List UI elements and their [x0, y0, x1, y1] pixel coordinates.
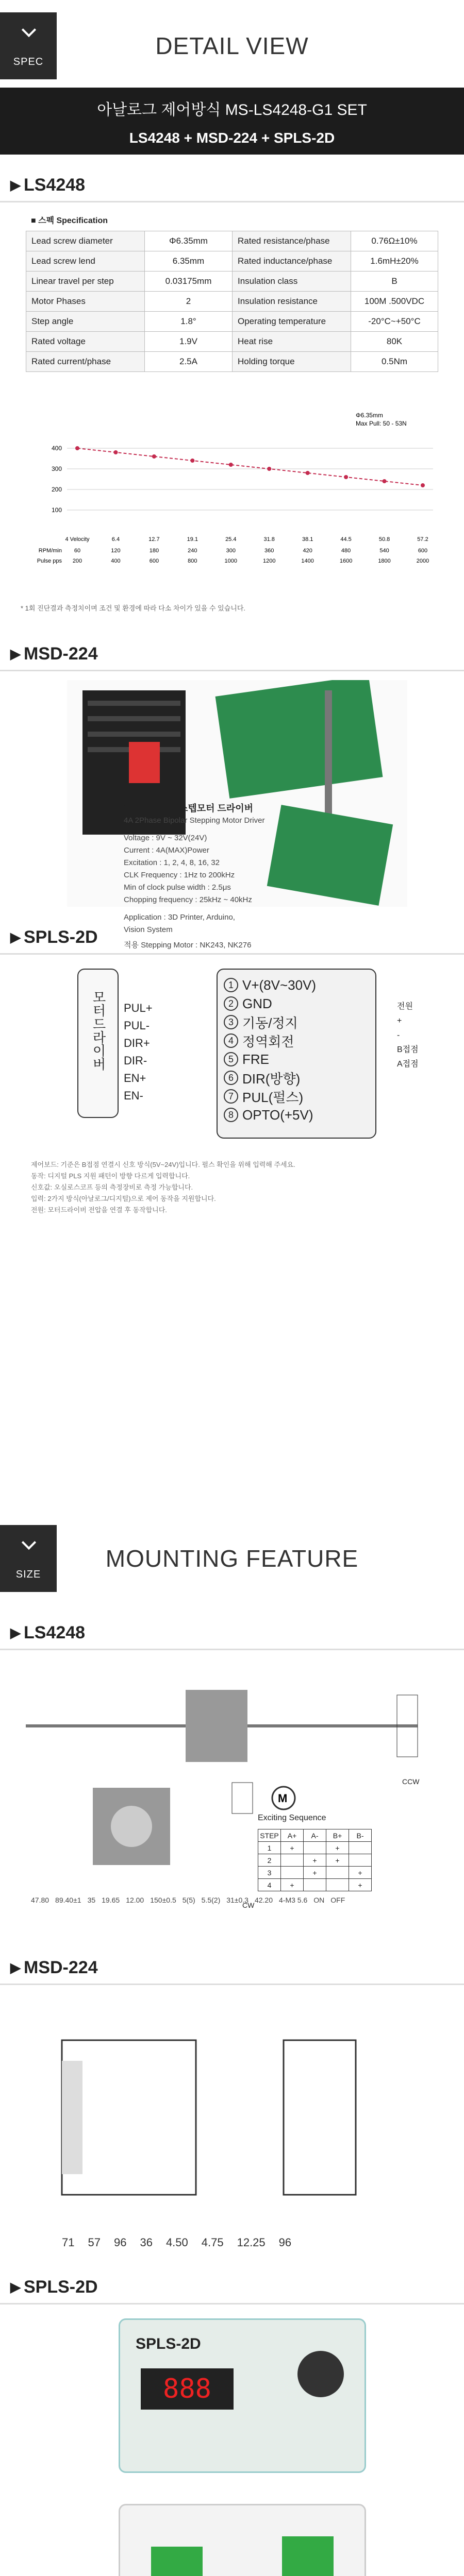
- banner-title: 아날로그 제어방식 MS-LS4248-G1 SET: [97, 101, 367, 118]
- spec-line: Excitation : 1, 2, 4, 8, 16, 32: [124, 858, 220, 867]
- section-heading-msd224: ▶ MSD-224: [10, 644, 98, 664]
- table-cell: 6.35mm: [145, 251, 233, 272]
- spec-line: Min of clock pulse width : 2.5μs: [124, 883, 231, 892]
- table-row: [26, 251, 438, 272]
- x-row-value: 540: [379, 548, 389, 554]
- dimension-label: 4.75: [201, 2236, 224, 2249]
- pin-item: [224, 1087, 369, 1106]
- dimension-label: 5.5(2): [201, 1896, 221, 1904]
- spec-header: [0, 12, 464, 79]
- table-cell: [326, 1867, 349, 1879]
- dimension-label: ON: [313, 1896, 325, 1904]
- dimension-label: 4-M3 5.6: [279, 1896, 308, 1904]
- table-cell: +: [281, 1879, 304, 1891]
- dimension-label: 89.40±1: [55, 1896, 81, 1904]
- driver-specs: 2상 바이폴라 스텝모터 드라이버 4A 2Phase Bipolar Stepping Motor Driver Voltage : 9V ~ 32V(24V) Current : 4A(MAX)Power Excitation : 1, 2, 4, 8, 16, 32 CLK Frequency : 1Hz to 200kHz Min of clock pulse width : 2.5μs Chopping frequency : 25kHz ~ 40kHz Application : 3D Printer, Arduino, Vision System 적용 Stepping Motor : NK243, NK276: [124, 801, 294, 952]
- legend-entry: Φ6.35mm: [356, 412, 383, 419]
- divider: [0, 953, 464, 955]
- pin-number: 1: [224, 978, 238, 992]
- table-cell: [304, 1879, 326, 1891]
- data-point: [229, 463, 233, 467]
- driver-pin-list: [124, 999, 153, 1105]
- x-row-value: 480: [341, 548, 351, 554]
- power-label: B접점: [397, 1045, 419, 1054]
- x-tick-label: 4 Velocity: [65, 536, 90, 543]
- table-header-cell: B+: [326, 1829, 349, 1842]
- divider: [0, 1649, 464, 1650]
- table-cell: 100M .500VDC: [351, 292, 438, 312]
- data-point: [190, 459, 194, 463]
- table-row: [26, 312, 438, 332]
- x-tick-label: 44.5: [340, 536, 352, 543]
- table-header-cell: A+: [281, 1829, 304, 1842]
- driver-pin: DIR+: [124, 1037, 150, 1049]
- pin-number: 6: [224, 1071, 238, 1085]
- data-point: [421, 483, 425, 487]
- table-cell: 2.5A: [145, 352, 233, 372]
- dimension-label: 36: [140, 2236, 153, 2249]
- table-row: [258, 1867, 372, 1879]
- x-row-value: 200: [72, 558, 82, 564]
- triangle-icon: ▶: [10, 2279, 21, 2295]
- table-cell: +: [326, 1854, 349, 1867]
- driver-block: 모터드라이버: [77, 969, 119, 1118]
- section-heading-mount-msd224: ▶ MSD-224: [10, 1958, 98, 1977]
- table-row: [26, 332, 438, 352]
- table-row: [26, 231, 438, 251]
- table-cell: -20°C~+50°C: [351, 312, 438, 332]
- x-row-value: 1800: [378, 558, 391, 564]
- x-tick-label: 19.1: [187, 536, 198, 543]
- dimension-label: 71: [62, 2236, 75, 2249]
- ccw-label: CCW: [402, 1777, 420, 1786]
- table-cell: [349, 1854, 372, 1867]
- chart-note: * 1회 진단결과 측정치이며 조건 및 환경에 따라 다소 차이가 있을 수 있습니다.: [21, 604, 245, 612]
- table-cell: Rated voltage: [26, 332, 145, 352]
- row-label: Pulse pps: [37, 558, 62, 564]
- data-point: [152, 454, 156, 459]
- table-row: [26, 352, 438, 372]
- table-cell: Insulation resistance: [233, 292, 351, 312]
- application-line: Application : 3D Printer, Arduino,: [124, 913, 235, 922]
- application-line: Vision System: [124, 925, 173, 934]
- ls4248-drawing: [15, 1664, 449, 1891]
- table-cell: Insulation class: [233, 272, 351, 292]
- table-cell: 0.03175mm: [145, 272, 233, 292]
- x-row-value: 60: [74, 548, 81, 554]
- banner-subtitle: LS4248 + MSD-224 + SPLS-2D: [129, 130, 335, 146]
- spls-bottom-photo: [119, 2504, 366, 2576]
- note-line: 동작: 디지털 PLS 지원 패턴이 방향 다르게 입력합니다.: [31, 1172, 190, 1180]
- triangle-icon: ▶: [10, 1960, 21, 1975]
- msd224-drawing: [41, 1999, 433, 2226]
- pin-item: [224, 1050, 369, 1069]
- pin-label: 기동/정지: [242, 1015, 298, 1031]
- svg-text:M: M: [278, 1792, 288, 1805]
- dimension-label: 57: [88, 2236, 101, 2249]
- table-cell: [304, 1842, 326, 1854]
- dimension-label: 19.65: [102, 1896, 120, 1904]
- table-header-row: [258, 1829, 372, 1842]
- pin-label: 정역회전: [242, 1033, 294, 1049]
- table-cell: +: [281, 1842, 304, 1854]
- table-cell: [326, 1879, 349, 1891]
- pin-label: PUL(펄스): [242, 1089, 304, 1105]
- page-title: DETAIL VIEW: [155, 32, 309, 59]
- triangle-icon: ▶: [10, 1625, 21, 1640]
- dimension-label: 47.80: [31, 1896, 49, 1904]
- spec-line: CLK Frequency : 1Hz to 200kHz: [124, 871, 235, 879]
- table-cell: 1.6mH±20%: [351, 251, 438, 272]
- table-cell: +: [304, 1867, 326, 1879]
- x-row-value: 2000: [416, 558, 429, 564]
- power-label: +: [397, 1016, 402, 1025]
- table-cell: 1.8°: [145, 312, 233, 332]
- table-row: [258, 1854, 372, 1867]
- spec-line: Chopping frequency : 25kHz ~ 40kHz: [124, 895, 252, 904]
- x-row-value: 1600: [339, 558, 353, 564]
- led-display: 888: [141, 2368, 234, 2410]
- data-point: [383, 479, 387, 483]
- table-cell: Rated inductance/phase: [233, 251, 351, 272]
- pin-item: [224, 994, 369, 1013]
- divider: [0, 2303, 464, 2304]
- section-heading-mount-spls2d: ▶ SPLS-2D: [10, 2277, 98, 2297]
- x-tick-label: 25.4: [225, 536, 237, 543]
- dimension-label: 96: [113, 2236, 127, 2249]
- spec-badge: SPEC: [0, 12, 57, 79]
- spec-table: [26, 231, 438, 372]
- pin-number: 8: [224, 1108, 238, 1122]
- table-cell: 0.76Ω±10%: [351, 231, 438, 251]
- table-cell: 0.5Nm: [351, 352, 438, 372]
- terminal-block: [151, 2547, 203, 2576]
- x-row-value: 420: [303, 548, 312, 554]
- section-heading-spls2d: ▶ SPLS-2D: [10, 927, 98, 947]
- table-cell: [281, 1867, 304, 1879]
- table-cell: 4: [258, 1879, 281, 1891]
- data-point: [344, 475, 348, 479]
- x-row-value: 1000: [224, 558, 238, 564]
- pin-item: [224, 1031, 369, 1050]
- table-cell: 2: [145, 292, 233, 312]
- y-tick-label: 200: [51, 486, 62, 493]
- pin-number: 3: [224, 1015, 238, 1029]
- table-cell: +: [349, 1867, 372, 1879]
- table-cell: Holding torque: [233, 352, 351, 372]
- table-cell: [349, 1842, 372, 1854]
- driver-pin: DIR-: [124, 1054, 147, 1067]
- dimension-label: 42.20: [254, 1896, 273, 1904]
- table-cell: Φ6.35mm: [145, 231, 233, 251]
- table-cell: Motor Phases: [26, 292, 145, 312]
- power-label: 전원: [397, 1002, 413, 1011]
- seq-title: Exciting Sequence: [258, 1814, 326, 1822]
- data-point: [267, 467, 271, 471]
- dimension-label: 35: [87, 1896, 96, 1904]
- table-cell: Rated current/phase: [26, 352, 145, 372]
- pin-item: [224, 976, 369, 994]
- pin-item: [224, 1013, 369, 1031]
- table-cell: +: [349, 1879, 372, 1891]
- x-tick-label: 38.1: [302, 536, 313, 543]
- table-cell: 1.9V: [145, 332, 233, 352]
- driver-pin: PUL-: [124, 1019, 150, 1032]
- table-cell: 3: [258, 1867, 281, 1879]
- power-labels: [397, 999, 419, 1072]
- dimension-label: 12.25: [237, 2236, 266, 2249]
- table-cell: B: [351, 272, 438, 292]
- x-tick-label: 57.2: [417, 536, 428, 543]
- x-row-value: 240: [188, 548, 197, 554]
- table-cell: Lead screw lend: [26, 251, 145, 272]
- x-row-value: 1200: [262, 558, 276, 564]
- pin-label: V+(8V~30V): [242, 977, 317, 993]
- table-cell: Linear travel per step: [26, 272, 145, 292]
- terminal-block: [282, 2536, 334, 2576]
- knob-icon[interactable]: [297, 2351, 344, 2397]
- table-cell: Operating temperature: [233, 312, 351, 332]
- dimension-label: 12.00: [126, 1896, 144, 1904]
- driver-pin: PUL+: [124, 1002, 153, 1014]
- x-tick-label: 50.8: [378, 536, 390, 543]
- x-row-value: 600: [149, 558, 159, 564]
- table-cell: [281, 1854, 304, 1867]
- row-label: RPM/min: [38, 548, 62, 554]
- dimension-label: 150±0.5: [150, 1896, 176, 1904]
- table-cell: 80K: [351, 332, 438, 352]
- size-badge: SIZE: [0, 1525, 57, 1592]
- table-header-cell: STEP: [258, 1829, 281, 1842]
- pin-item: [224, 1106, 369, 1124]
- table-cell: 1: [258, 1842, 281, 1854]
- pin-number: 5: [224, 1052, 238, 1066]
- triangle-icon: ▶: [10, 646, 21, 662]
- note-line: 제어보드: 기준은 B접점 연결시 신호 방식(5V~24V)입니다. 펄스 확인을 위해 입력해 주세요.: [31, 1161, 295, 1168]
- table-row: [26, 292, 438, 312]
- legend-entry: Max Pull: 50 - 53N: [356, 420, 407, 427]
- x-tick-label: 31.8: [263, 536, 275, 543]
- table-cell: Lead screw diameter: [26, 231, 145, 251]
- power-label: A접점: [397, 1060, 419, 1069]
- ls4248-dimensions: [31, 1896, 433, 1904]
- pin-label: DIR(방향): [242, 1071, 301, 1087]
- spls-photo: SPLS-2D 888: [119, 2318, 366, 2473]
- note-line: 전원: 모터드라이버 전압을 연결 후 동작합니다.: [31, 1206, 167, 1214]
- table-header-cell: A-: [304, 1829, 326, 1842]
- sequence-table: [258, 1829, 372, 1891]
- divider: [0, 1984, 464, 1985]
- data-point: [306, 471, 310, 475]
- table-row: [258, 1879, 372, 1891]
- table-row: [26, 272, 438, 292]
- table-cell: Heat rise: [233, 332, 351, 352]
- spec-line: Voltage : 9V ~ 32V(24V): [124, 834, 207, 842]
- dimension-label: 31±0.3: [226, 1896, 248, 1904]
- driver-pin: EN-: [124, 1089, 143, 1102]
- divider: [0, 670, 464, 671]
- pin-label: OPTO(+5V): [242, 1107, 313, 1123]
- table-cell: 2: [258, 1854, 281, 1867]
- pin-number: 7: [224, 1089, 238, 1104]
- series-line: [77, 448, 423, 485]
- section-heading-ls4248: ▶ LS4248: [10, 175, 86, 195]
- x-tick-label: 12.7: [148, 536, 160, 543]
- dimension-label: 5(5): [182, 1896, 195, 1904]
- dimension-label: 4.50: [165, 2236, 188, 2249]
- y-tick-label: 100: [51, 506, 62, 514]
- mount-header: [0, 1525, 464, 1592]
- table-cell: Rated resistance/phase: [233, 231, 351, 251]
- section-heading-mount-ls4248: ▶ LS4248: [10, 1623, 86, 1642]
- table-cell: +: [326, 1842, 349, 1854]
- pin-label: GND: [242, 995, 272, 1011]
- pin-number: 2: [224, 996, 238, 1011]
- power-label: -: [397, 1031, 400, 1040]
- pin-number: 4: [224, 1033, 238, 1048]
- speed-chart: [21, 407, 443, 598]
- y-tick-label: 300: [51, 465, 62, 472]
- spec-line: Current : 4A(MAX)Power: [124, 846, 209, 855]
- x-row-value: 400: [111, 558, 121, 564]
- table-cell: +: [304, 1854, 326, 1867]
- x-row-value: 800: [188, 558, 197, 564]
- triangle-icon: ▶: [10, 929, 21, 945]
- dimension-label: 96: [278, 2236, 292, 2249]
- x-row-value: 1400: [301, 558, 314, 564]
- table-cell: Step angle: [26, 312, 145, 332]
- data-point: [113, 450, 118, 454]
- x-row-value: 360: [264, 548, 274, 554]
- x-row-value: 120: [111, 548, 121, 554]
- controller-pin-box: [217, 969, 376, 1139]
- pin-label: FRE: [242, 1051, 269, 1067]
- dimension-label: OFF: [330, 1896, 345, 1904]
- msd224-dimensions: [62, 2236, 291, 2249]
- driver-pin: EN+: [124, 1072, 146, 1084]
- mount-title: MOUNTING FEATURE: [105, 1545, 359, 1572]
- table-label: ■ 스펙 Specification: [31, 216, 108, 225]
- x-row-value: 600: [418, 548, 428, 554]
- triangle-icon: ▶: [10, 177, 21, 193]
- x-row-value: 180: [149, 548, 159, 554]
- data-point: [75, 446, 79, 450]
- cw-label: CW: [242, 1901, 255, 1909]
- spls-notes: [31, 1159, 433, 1216]
- note-line: 입력: 2가지 방식(아날로그/디지털)으로 제어 동작을 지원합니다.: [31, 1195, 216, 1202]
- pin-item: [224, 1069, 369, 1087]
- x-tick-label: 6.4: [111, 536, 120, 543]
- table-row: [258, 1842, 372, 1854]
- divider: [0, 201, 464, 202]
- product-banner: [0, 88, 464, 155]
- x-row-value: 300: [226, 548, 236, 554]
- note-line: 신호값: 오실로스코프 등의 측정장비로 측정 가능합니다.: [31, 1183, 193, 1191]
- y-tick-label: 400: [51, 445, 62, 452]
- table-header-cell: B-: [349, 1829, 372, 1842]
